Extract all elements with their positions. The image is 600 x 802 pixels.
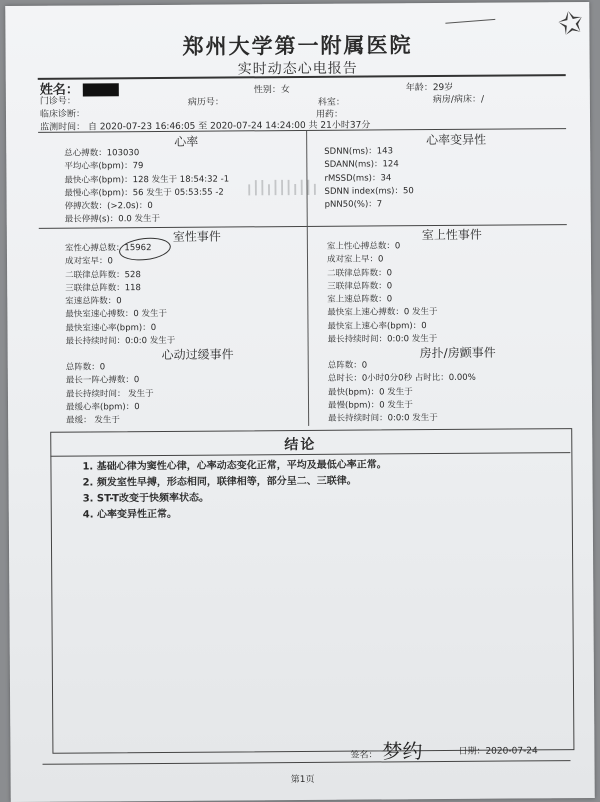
clinic-no-field: 门诊号： (39, 96, 76, 107)
ward-bed-field: 病房/病床：/ (432, 94, 485, 106)
ventricular-line: 室性心搏总数：15962 (64, 243, 152, 254)
hrv-line: SDNN index(ms)：50 (324, 186, 414, 197)
ventricular-title: 室性事件 (172, 229, 221, 244)
supraventricular-line: 最快室上速心搏数：0 发生于 (327, 307, 438, 319)
hrv-line: SDANN(ms)：124 (324, 159, 399, 171)
conclusion-item: 2. 频发室性早搏，形态相同，联律相等，部分呈二、三联律。 (82, 475, 357, 489)
supraventricular-line: 二联律总阵数：0 (327, 267, 393, 279)
supraventricular-line: 三联律总阵数：0 (327, 281, 393, 292)
heart-rate-line: 平均心率(bpm)：79 (64, 161, 144, 172)
footer-rule (43, 760, 571, 765)
diagnosis-field: 临床诊断： (39, 109, 86, 120)
supraventricular-line: 室上速总阵数：0 (327, 294, 393, 305)
ventricular-line: 最快室速心率(bpm)：0 (65, 322, 157, 334)
monitor-time-field: 监测时间： 自 2020-07-23 16:46:05 至 2020-07-24 14:24:00 共 21小时37分 (40, 120, 371, 133)
pen-stroke (445, 19, 495, 24)
heart-rate-line: 总心搏数：103030 (64, 148, 140, 159)
atrial-line: 最长持续时间：0:0:0 发生于 (328, 413, 438, 424)
handwritten-signature: 梦约 (382, 739, 423, 764)
atrial-line: 总阵数：0 (327, 360, 368, 371)
bradycardia-line: 最长一阵心搏数：0 (65, 375, 140, 386)
hrv-line: SDNN(ms)：143 (324, 146, 394, 157)
star-mark-icon: ✩ (554, 3, 587, 44)
atrial-line: 最快(bpm)：0 发生于 (327, 386, 413, 398)
hrv-line: pNN50(%)：7 (324, 199, 383, 211)
bradycardia-line: 最缓： 发生于 (66, 415, 120, 426)
supraventricular-line: 最快室上速心率(bpm)：0 (327, 320, 427, 332)
hrv-title: 心率变异性 (426, 132, 487, 148)
supraventricular-line: 最长持续时间：0:0:0 发生于 (327, 334, 438, 345)
bradycardia-title: 心动过缓事件 (161, 347, 234, 362)
ventricular-line: 室速总阵数：0 (65, 296, 122, 307)
ventricular-list (65, 242, 175, 349)
conclusion-title: 结论 (284, 436, 317, 454)
name-label: 姓名： (39, 82, 79, 98)
faint-watermark: ıllılllıllı (246, 175, 319, 201)
heart-rate-line: 最长停搏(s)：0.0 发生于 (64, 214, 161, 226)
signature-label: 签名： (350, 750, 378, 761)
medication-field: 用药： (315, 109, 344, 120)
supraventricular-line: 室上性心搏总数：0 (326, 241, 401, 252)
department-field: 科室： (317, 97, 345, 108)
hrv-line: rMSSD(ms)：34 (324, 172, 392, 184)
atrial-list (328, 359, 476, 427)
ventricular-line: 最快室速心搏数：0 发生于 (65, 309, 168, 321)
hrv-list (324, 145, 414, 212)
page-number: 第1页 (290, 774, 315, 786)
heart-rate-line: 最慢心率(bpm)：56 发生于 05:53:55 -2 (64, 187, 224, 199)
conclusion-item: 3. ST-T改变于快频率状态。 (82, 492, 210, 505)
gender-field: 性别：女 (253, 85, 290, 96)
conclusion-item: 1. 基础心律为窦性心律，心率动态变化正常，平均及最低心率正常。 (82, 459, 387, 473)
name-redaction (83, 83, 119, 96)
bradycardia-line: 最缓心率(bpm)：0 (65, 402, 140, 413)
conclusion-item: 4. 心率变异性正常。 (82, 508, 178, 521)
atrial-title: 房扑/房颤事件 (419, 345, 496, 361)
ventricular-line: 三联律总阵数：118 (65, 282, 141, 294)
supraventricular-list (327, 240, 438, 347)
report-title: 实时动态心电报告 (237, 60, 358, 78)
bradycardia-line: 总阵数：0 (65, 362, 106, 373)
atrial-line: 最慢(bpm)：0 发生于 (327, 400, 413, 411)
conclusion-list (82, 457, 387, 523)
supraventricular-title: 室上性事件 (421, 227, 482, 243)
heart-rate-list (64, 146, 229, 227)
report-page (5, 2, 595, 802)
supraventricular-line: 成对室上早：0 (326, 254, 384, 266)
heart-rate-line: 停搏次数：(>2.0s)：0 (64, 201, 153, 212)
atrial-line: 总时长：0小时0分0秒 占时比：0.00% (327, 373, 476, 385)
heart-rate-title: 心率 (174, 134, 199, 149)
age-field: 年龄：29岁 (405, 82, 454, 94)
bradycardia-line: 最长持续时间： 发生于 (65, 388, 154, 400)
hospital-name: 郑州大学第一附属医院 (182, 32, 413, 59)
report-date: 日期：2020-07-24 (458, 746, 538, 757)
record-no-field: 病历号： (187, 97, 224, 108)
ventricular-line: 最长持续时间：0:0:0 发生于 (65, 335, 176, 347)
heart-rate-line: 最快心率(bpm)：128 发生于 18:54:32 -1 (64, 174, 230, 186)
bradycardia-list (66, 361, 154, 428)
ventricular-line: 二联律总阵数：528 (65, 269, 141, 281)
ventricular-line: 成对室早：0 (64, 256, 113, 267)
